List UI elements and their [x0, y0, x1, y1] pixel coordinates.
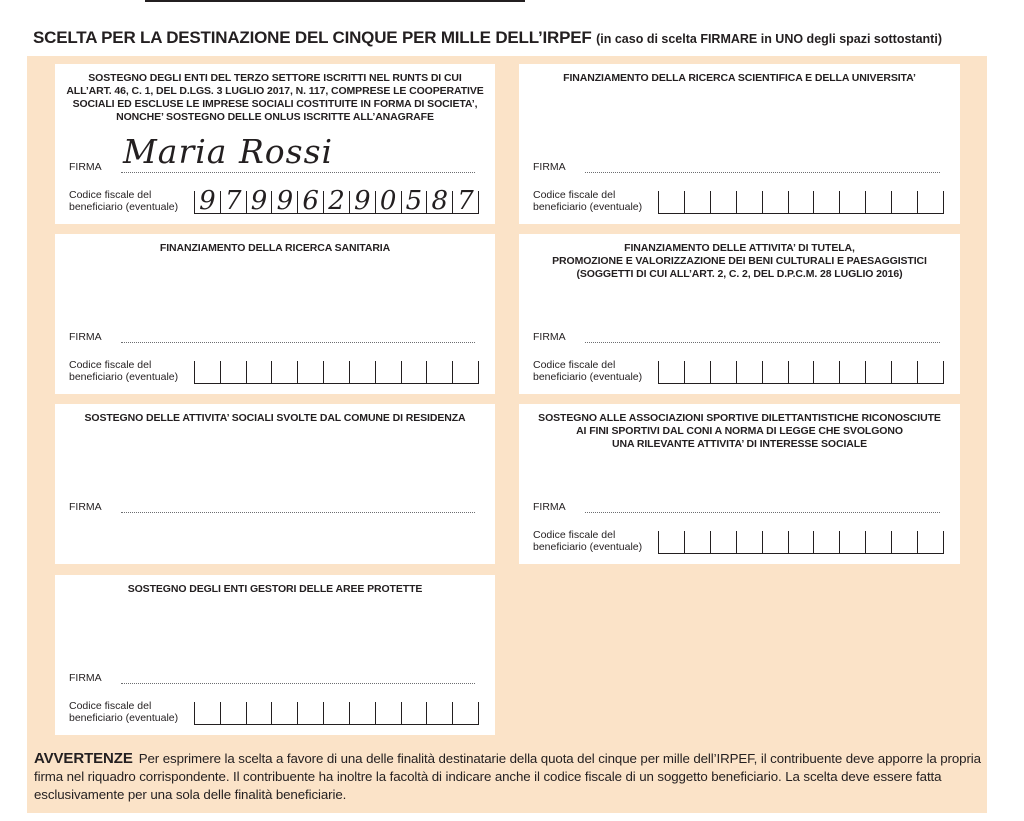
codice-fiscale-digit[interactable]	[323, 361, 349, 383]
top-rule	[145, 0, 525, 2]
cf-label-line: beneficiario (eventuale)	[533, 371, 643, 383]
codice-fiscale-digit[interactable]	[426, 361, 452, 383]
box-title-line: SOCIALI ED ESCLUSE LE IMPRESE SOCIALI COSTITUITE IN FORMA DI SOCIETA’,	[72, 98, 478, 110]
codice-fiscale-digit[interactable]	[813, 361, 839, 383]
codice-fiscale-digit[interactable]	[349, 702, 375, 724]
codice-fiscale-digit[interactable]	[736, 361, 762, 383]
codice-fiscale-digit[interactable]: 6	[297, 191, 323, 213]
codice-fiscale-digit[interactable]: 7	[220, 191, 246, 213]
codice-fiscale-digit[interactable]	[375, 702, 401, 724]
firma-label: FIRMA	[69, 672, 102, 684]
codice-fiscale-digit[interactable]	[736, 191, 762, 213]
box-title	[55, 242, 495, 255]
codice-fiscale-digit[interactable]	[271, 702, 297, 724]
section-title-text: SCELTA PER LA DESTINAZIONE DEL CINQUE PER MILLE DELL’IRPEF	[33, 28, 592, 47]
box-title-line: FINANZIAMENTO DELLE ATTIVITA’ DI TUTELA,	[624, 242, 855, 254]
box-title	[519, 412, 960, 451]
codice-fiscale-digit[interactable]	[658, 531, 684, 553]
codice-fiscale-digit[interactable]: 2	[323, 191, 349, 213]
box-aree-protette	[55, 575, 495, 735]
box-title	[55, 72, 495, 124]
codice-fiscale-digit[interactable]	[710, 361, 736, 383]
codice-fiscale-digit[interactable]	[891, 531, 917, 553]
codice-fiscale-digit[interactable]	[401, 702, 427, 724]
codice-fiscale-digit[interactable]	[865, 531, 891, 553]
codice-fiscale-digit[interactable]	[194, 361, 220, 383]
codice-fiscale-digit[interactable]	[813, 191, 839, 213]
codice-fiscale-digit[interactable]	[865, 361, 891, 383]
codice-fiscale-digit[interactable]	[220, 702, 246, 724]
signature-field[interactable]	[121, 172, 475, 173]
signature-field[interactable]	[121, 512, 475, 513]
box-title	[519, 72, 960, 85]
box-title-line: ALL’ART. 46, C. 1, DEL D.LGS. 3 LUGLIO 2017, N. 117, COMPRESE LE COOPERATIVE	[66, 85, 484, 97]
signature-field[interactable]	[585, 512, 940, 513]
firma-label: FIRMA	[69, 161, 102, 173]
codice-fiscale-digit[interactable]	[839, 531, 865, 553]
codice-fiscale-digit[interactable]	[762, 361, 788, 383]
codice-fiscale-digit[interactable]: 7	[452, 191, 479, 213]
codice-fiscale-digit[interactable]	[452, 361, 479, 383]
codice-fiscale-label	[533, 529, 642, 553]
codice-fiscale-digit[interactable]	[323, 702, 349, 724]
codice-fiscale-digit[interactable]	[813, 531, 839, 553]
warning-title: AVVERTENZE	[34, 750, 133, 767]
codice-fiscale-input[interactable]	[194, 361, 479, 384]
firma-label: FIRMA	[533, 501, 566, 513]
cf-label-line: beneficiario (eventuale)	[69, 371, 179, 383]
box-title-line: SOSTEGNO DEGLI ENTI DEL TERZO SETTORE ISCRITTI NEL RUNTS DI CUI	[88, 72, 462, 84]
codice-fiscale-digit[interactable]	[710, 191, 736, 213]
codice-fiscale-digit[interactable]: 5	[401, 191, 427, 213]
codice-fiscale-digit[interactable]: 9	[246, 191, 272, 213]
box-title	[519, 242, 960, 281]
box-ricerca-scientifica	[519, 64, 960, 224]
box-title	[55, 412, 495, 425]
cf-label-line: beneficiario (eventuale)	[533, 201, 643, 213]
codice-fiscale-digit[interactable]	[917, 191, 944, 213]
codice-fiscale-digit[interactable]	[684, 531, 710, 553]
warning-notice	[34, 750, 984, 804]
box-associazioni-sportive	[519, 404, 960, 564]
box-title-line: UNA RILEVANTE ATTIVITA’ DI INTERESSE SOCIALE	[611, 438, 867, 450]
box-title-line: (SOGGETTI DI CUI ALL’ART. 2, C. 2, DEL D.P.C.M. 28 LUGLIO 2016)	[576, 268, 903, 280]
firma-label: FIRMA	[533, 161, 566, 173]
firma-label: FIRMA	[69, 331, 102, 343]
codice-fiscale-digit[interactable]	[246, 361, 272, 383]
codice-fiscale-digit[interactable]	[684, 361, 710, 383]
box-title-line: SOSTEGNO DELLE ATTIVITA’ SOCIALI SVOLTE DAL COMUNE DI RESIDENZA	[84, 412, 466, 424]
handwritten-signature: Maria Rossi	[123, 132, 334, 171]
codice-fiscale-digit[interactable]: 9	[349, 191, 375, 213]
firma-label: FIRMA	[533, 331, 566, 343]
codice-fiscale-digit[interactable]	[297, 702, 323, 724]
codice-fiscale-digit[interactable]	[297, 361, 323, 383]
codice-fiscale-digit[interactable]	[658, 191, 684, 213]
box-ricerca-sanitaria	[55, 234, 495, 394]
cf-label-line: Codice fiscale del	[69, 189, 152, 201]
codice-fiscale-label	[69, 700, 178, 724]
codice-fiscale-digit[interactable]: 9	[194, 191, 220, 213]
box-beni-culturali	[519, 234, 960, 394]
codice-fiscale-digit[interactable]: 8	[426, 191, 452, 213]
box-title-line: FINANZIAMENTO DELLA RICERCA SANITARIA	[159, 242, 391, 254]
codice-fiscale-digit[interactable]	[194, 702, 220, 724]
box-title	[55, 583, 495, 596]
cf-label-line: beneficiario (eventuale)	[69, 201, 179, 213]
codice-fiscale-digit[interactable]	[839, 361, 865, 383]
codice-fiscale-input[interactable]	[194, 702, 479, 725]
codice-fiscale-digit[interactable]	[788, 361, 814, 383]
codice-fiscale-digit[interactable]	[426, 702, 452, 724]
signature-field[interactable]	[585, 342, 940, 343]
form-section-title	[33, 28, 993, 48]
warning-text: Per esprimere la scelta a favore di una delle finalità destinatarie della quota del cinque per mille dell’IRPEF, il contribuente deve apporre la propria firma nel riquadro corrispondente. Il contribuente ha inoltre la facoltà di indicare anche il codice fiscale di un soggetto beneficiario. La scelta deve essere fatta esclusivamente per una sola delle finalità beneficiarie.	[34, 751, 981, 802]
codice-fiscale-digit[interactable]	[246, 702, 272, 724]
codice-fiscale-digit[interactable]	[891, 191, 917, 213]
codice-fiscale-digit[interactable]	[788, 531, 814, 553]
codice-fiscale-digit[interactable]	[865, 191, 891, 213]
codice-fiscale-digit[interactable]	[736, 531, 762, 553]
box-title-line: FINANZIAMENTO DELLA RICERCA SCIENTIFICA E DELLA UNIVERSITA’	[563, 72, 916, 84]
box-terzo-settore	[55, 64, 495, 224]
codice-fiscale-label	[533, 359, 642, 383]
signature-field[interactable]	[121, 683, 475, 684]
codice-fiscale-digit[interactable]	[710, 531, 736, 553]
codice-fiscale-input[interactable]	[658, 191, 944, 214]
box-title-line: NONCHE’ SOSTEGNO DELLE ONLUS ISCRITTE ALL’ANAGRAFE	[116, 111, 434, 123]
codice-fiscale-digit[interactable]	[271, 361, 297, 383]
box-title-line: SOSTEGNO ALLE ASSOCIAZIONI SPORTIVE DILETTANTISTICHE RICONOSCIUTE	[538, 412, 941, 424]
cf-label-line: Codice fiscale del	[533, 529, 616, 541]
box-title-line: SOSTEGNO DEGLI ENTI GESTORI DELLE AREE PROTETTE	[127, 583, 423, 595]
codice-fiscale-input[interactable]	[658, 531, 944, 554]
codice-fiscale-digit[interactable]	[762, 191, 788, 213]
codice-fiscale-digit[interactable]	[684, 191, 710, 213]
cf-label-line: Codice fiscale del	[533, 359, 616, 371]
codice-fiscale-input[interactable]	[658, 361, 944, 384]
firma-label: FIRMA	[69, 501, 102, 513]
box-comune-residenza	[55, 404, 495, 564]
codice-fiscale-input[interactable]	[194, 186, 479, 216]
codice-fiscale-label	[69, 359, 178, 383]
codice-fiscale-label	[533, 189, 642, 213]
codice-fiscale-digit[interactable]	[839, 191, 865, 213]
box-title-line: AI FINI SPORTIVI DAL CONI A NORMA DI LEGGE CHE SVOLGONO	[576, 425, 903, 437]
codice-fiscale-digit[interactable]: 9	[271, 191, 297, 213]
signature-field[interactable]	[585, 172, 940, 173]
codice-fiscale-digit[interactable]	[658, 361, 684, 383]
codice-fiscale-digit[interactable]	[452, 702, 479, 724]
section-subtitle: (in caso di scelta FIRMARE in UNO degli spazi sottostanti)	[596, 32, 942, 46]
signature-field[interactable]	[121, 342, 475, 343]
codice-fiscale-label	[69, 189, 178, 213]
codice-fiscale-digit[interactable]	[762, 531, 788, 553]
codice-fiscale-digit[interactable]	[375, 361, 401, 383]
codice-fiscale-digit[interactable]: 0	[375, 191, 401, 213]
cf-label-line: beneficiario (eventuale)	[69, 712, 179, 724]
codice-fiscale-digit[interactable]	[788, 191, 814, 213]
box-title-line: PROMOZIONE E VALORIZZAZIONE DEI BENI CULTURALI E PAESAGGISTICI	[552, 255, 927, 267]
cf-label-line: Codice fiscale del	[69, 359, 152, 371]
cf-label-line: Codice fiscale del	[69, 700, 152, 712]
codice-fiscale-digit[interactable]	[349, 361, 375, 383]
cf-label-line: beneficiario (eventuale)	[533, 541, 643, 553]
cf-label-line: Codice fiscale del	[533, 189, 616, 201]
codice-fiscale-digit[interactable]	[917, 361, 944, 383]
codice-fiscale-digit[interactable]	[401, 361, 427, 383]
codice-fiscale-digit[interactable]	[220, 361, 246, 383]
codice-fiscale-digit[interactable]	[891, 361, 917, 383]
codice-fiscale-digit[interactable]	[917, 531, 944, 553]
